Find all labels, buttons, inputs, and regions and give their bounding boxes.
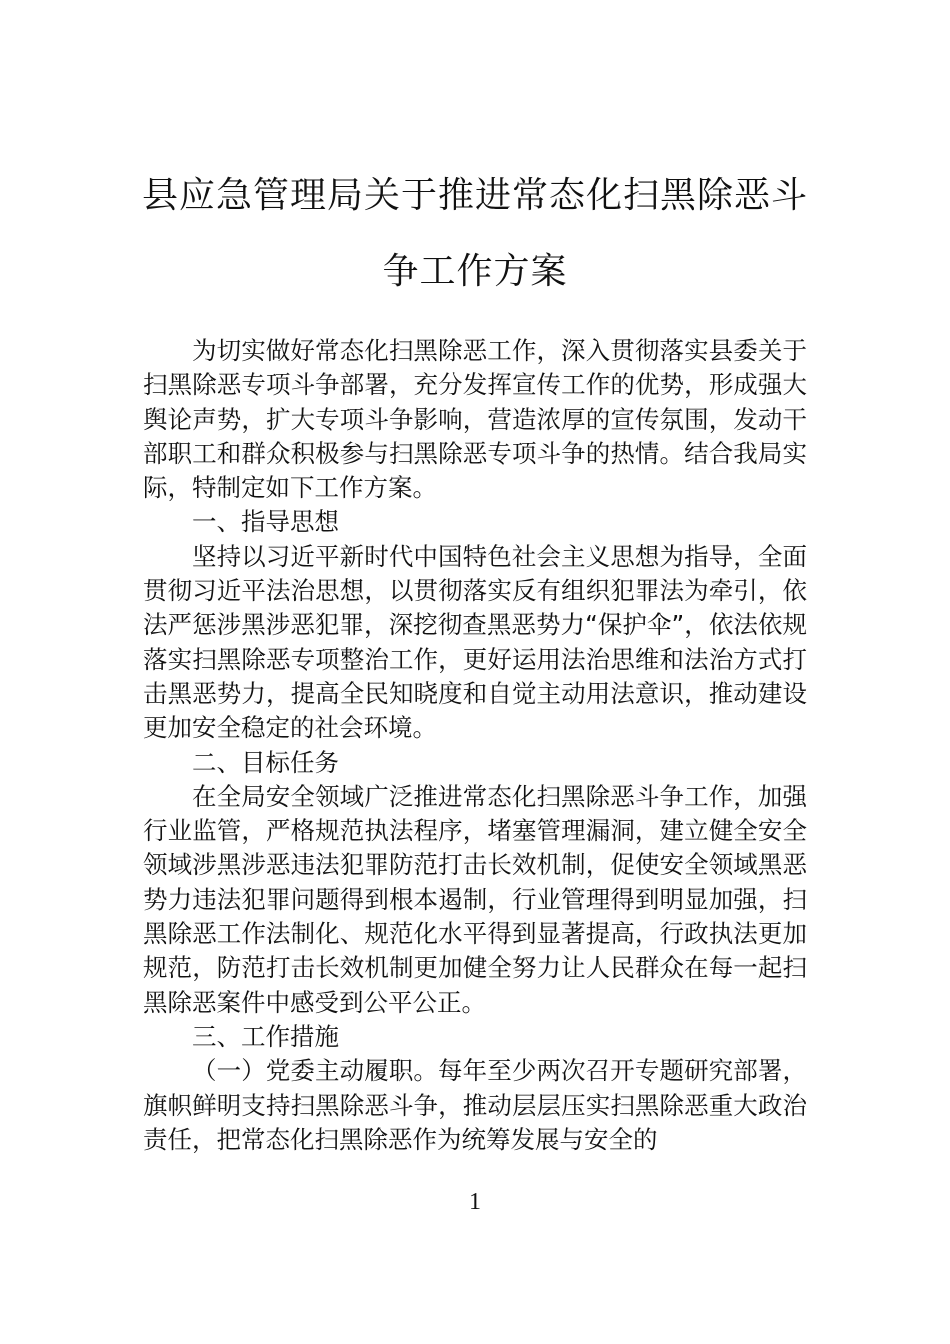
title-line-2: 争工作方案 bbox=[382, 251, 568, 292]
document-title bbox=[100, 158, 850, 310]
title-line-1: 县应急管理局关于推进常态化扫黑除恶斗 bbox=[141, 175, 808, 216]
document-body bbox=[143, 334, 807, 1157]
intro-paragraph: 为切实做好常态化扫黑除恶工作，深入贯彻落实县委关于扫黑除恶专项斗争部署，充分发挥宣传工作的优势，形成强大舆论声势，扩大专项斗争影响，营造浓厚的宣传氛围，发动干部职工和群众积极参与扫黑除恶专项斗争的热情。结合我局实际，特制定如下工作方案。 bbox=[143, 336, 807, 503]
section-heading-measures: 三、工作措施 bbox=[192, 1021, 339, 1051]
guiding-ideology-paragraph: 坚持以习近平新时代中国特色社会主义思想为指导，全面贯彻习近平法治思想，以贯彻落实反有组织犯罪法为牵引，依法严惩涉黑涉恶犯罪，深挖彻查黑恶势力“保护伞”，依法依规落实扫黑除恶专项整治工作，更好运用法治思维和法治方式打击黑恶势力，提高全民知晓度和自觉主动用法意识，推动建设更加安全稳定的社会环境。 bbox=[143, 541, 807, 743]
measures-paragraph-1: （一）党委主动履职。每年至少两次召开专题研究部署，旗帜鲜明支持扫黑除恶斗争，推动层层压实扫黑除恶重大政治责任，把常态化扫黑除恶作为统筹发展与安全的 bbox=[143, 1056, 807, 1154]
page-number: 1 bbox=[469, 1189, 481, 1215]
section-heading-goals: 二、目标任务 bbox=[192, 747, 339, 777]
goals-paragraph: 在全局安全领域广泛推进常态化扫黑除恶斗争工作，加强行业监管，严格规范执法程序，堵塞管理漏洞，建立健全安全领域涉黑涉恶违法犯罪防范打击长效机制，促使安全领域黑恶势力违法犯罪问题得到根本遏制，行业管理得到明显加强，扫黑除恶工作法制化、规范化水平得到显著提高，行政执法更加规范，防范打击长效机制更加健全努力让人民群众在每一起扫黑除恶案件中感受到公平公正。 bbox=[143, 781, 807, 1017]
section-heading-guiding-ideology: 一、指导思想 bbox=[192, 507, 339, 537]
